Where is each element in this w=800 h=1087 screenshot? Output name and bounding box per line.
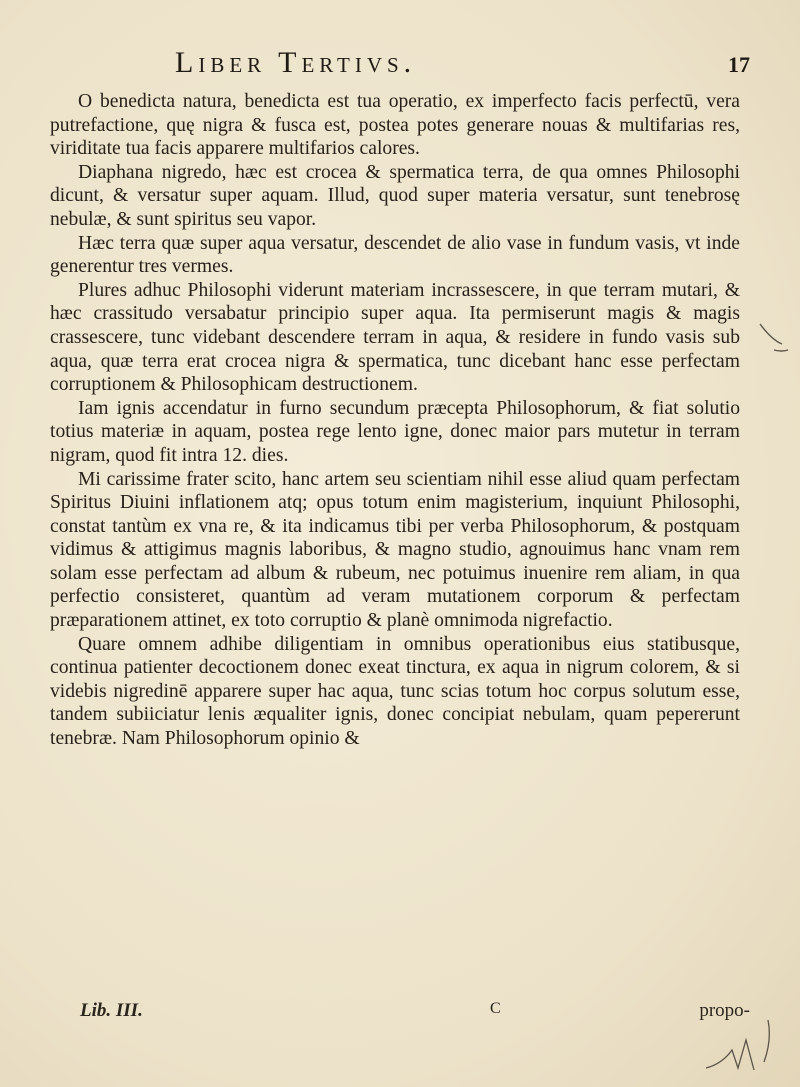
- paragraph-7: Quare omnem adhibe diligentiam in omnibus operationibus eius statibusque, continua patienter decoctionem donec exeat tinctura, ex aqua in nigrum colorem, & si videbis nigredinē apparere super hac aqua, tunc scias totum hoc corpus solutum esse, tandem subiiciatur lenis æqualiter ignis, donec concipiat nebulam, quam pepererunt tenebræ. Nam Philosophorum opinio &: [50, 633, 740, 750]
- gathering-mark: C: [490, 1000, 501, 1017]
- paragraph-3: Hæc terra quæ super aqua versatur, descendet de alio vase in fundum vasis, vt inde generentur tres vermes.: [50, 232, 740, 278]
- paragraph-2: Diaphana nigredo, hæc est crocea & spermatica terra, de qua omnes Philosophi dicunt, & versatur super aquam. Illud, quod super materia versatur, sunt tenebrosę nebulæ, & sunt spiritus seu vapor.: [50, 161, 740, 230]
- paragraph-6: Mi carissime frater scito, hanc artem seu scientiam nihil esse aliud quam perfectam Spiritus Diuini inflationem atq; opus totum enim magisterium, inquiunt Philosophi, constat tantùm ex vna re, & ita indicamus tibi per verba Philosophorum, & postquam vidimus & attigimus magnis laboribus, & magno studio, agnouimus hanc vnam rem solam esse perfectam ad album & rubeum, nec potuimus inuenire rem aliam, in qua perfectio consisteret, quantùm ad veram mutationem corporum & perfectam præparationem attinet, ex toto corruptio & planè omnimoda nigrefactio.: [50, 468, 740, 632]
- margin-scribble: [698, 1010, 778, 1080]
- page-footer: [60, 1000, 750, 1026]
- paragraph-1: O benedicta natura, benedicta est tua operatio, ex imperfecto facis perfectū, vera putrefactione, quę nigra & fusca est, postea potes generare nouas & multifarias res, viriditate tua facis apparere multifarios calores.: [50, 91, 740, 160]
- paragraph-4: Plures adhuc Philosophi viderunt materiam incrassescere, in que terram mutari, & hæc crassitudo versabatur principio super aqua. Ita permiserunt magis & magis crassescere, tunc videbant descendere terram in aqua, & residere in fundo vasis sub aqua, quæ terra erat crocea nigra & spermatica, tunc dicebant hanc esse perfectam corruptionem & Philosophicam destructionem.: [50, 279, 740, 396]
- paragraph-5: Iam ignis accendatur in furno secundum præcepta Philosophorum, & fiat solutio totius materiæ in aquam, postea rege lento igne, donec maior pars mutetur in terram nigram, quod fit intra 12. dies.: [50, 397, 740, 466]
- catchword: propo-: [699, 1000, 750, 1021]
- page-number: 17: [728, 52, 750, 77]
- page-header: [60, 46, 760, 86]
- signature-mark: Lib. III.: [80, 1000, 143, 1021]
- margin-pen-mark: [752, 310, 792, 370]
- running-head: Liber Tertivs.: [175, 46, 417, 79]
- body-text: [50, 90, 740, 751]
